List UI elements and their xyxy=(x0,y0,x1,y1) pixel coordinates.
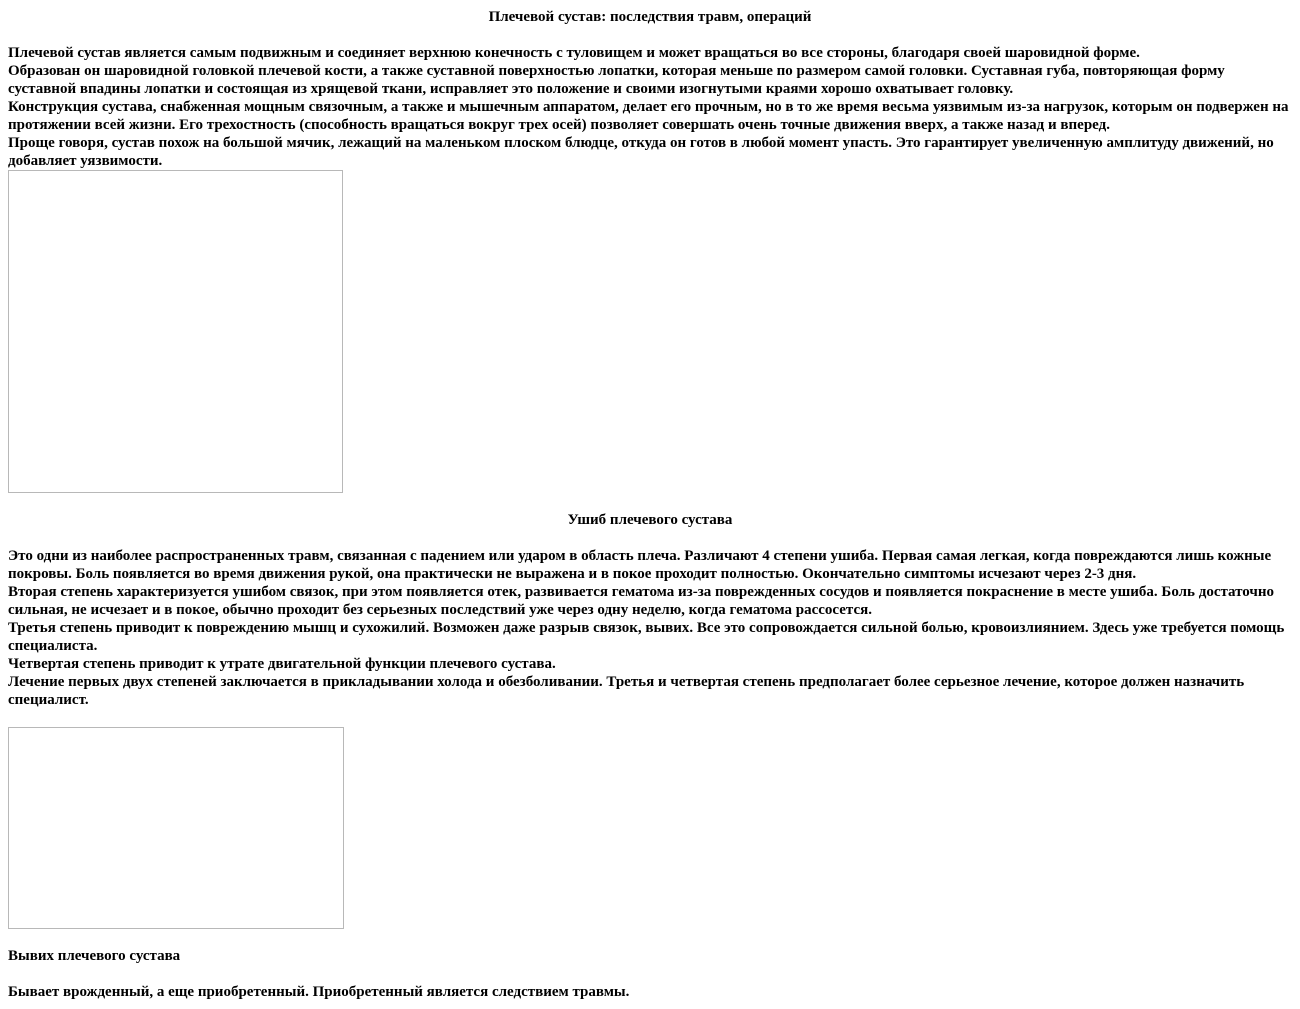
bruise-paragraph-3: Третья степень приводит к повреждению мышц и сухожилий. Возможен даже разрыв связок, вывих. Все это сопровождается сильной болью, кровоизлиянием. Здесь уже требуется помощь специалиста. xyxy=(8,620,1285,654)
intro-paragraph-3: Конструкция сустава, снабженная мощным связочным, а также и мышечным аппаратом, делает его прочным, но в то же время весьма уязвимым из-за нагрузок, которым он подвержен на протяжении всей жизни. Его трехостность (способность вращаться вокруг трех осей) позволяет совершать очень точные движения вверх, а также назад и вперед. xyxy=(8,99,1289,133)
intro-paragraph-2: Образован он шаровидной головкой плечевой кости, а также суставной поверхностью лопатки, которая меньше по размером самой головки. Суставная губа, повторяющая форму суставной впадины лопатки и состоящая из хрящевой ткани, исправляет это положение и своими изогнутыми краями хорошо охватывает головку. xyxy=(8,63,1225,97)
dislocation-paragraph-1: Бывает врожденный, а еще приобретенный. Приобретенный является следствием травмы. xyxy=(8,984,630,1000)
bruise-paragraph-5: Лечение первых двух степеней заключается в прикладывании холода и обезболивании. Третья и четвертая степень предполагает более серьезное лечение, которое должен назначить специалист. xyxy=(8,674,1245,708)
section-heading-bruise: Ушиб плечевого сустава xyxy=(567,512,733,528)
page-title: Плечевой сустав: последствия травм, операций xyxy=(488,9,812,25)
intro-paragraph-4: Проще говоря, сустав похож на большой мячик, лежащий на маленьком плоском блюдце, откуда он готов в любой момент упасть. Это гарантирует увеличенную амплитуду движений, но добавляет уязвимости. xyxy=(8,135,1274,169)
dislocation-section-text xyxy=(8,983,1292,1001)
bruise-paragraph-1: Это одни из наиболее распространенных травм, связанная с падением или ударом в область плеча. Различают 4 степени ушиба. Первая самая легкая, когда повреждаются лишь кожные покровы. Боль появляется во время движения рукой, она практически не выражена и в покое проходит полностью. Окончательно симптомы исчезают через 2-3 дня. xyxy=(8,548,1272,582)
intro-text xyxy=(8,44,1292,170)
bruise-image-placeholder xyxy=(8,727,344,929)
section-heading-dislocation: Вывих плечевого сустава xyxy=(8,948,181,964)
bruise-paragraph-4: Четвертая степень приводит к утрате двигательной функции плечевого сустава. xyxy=(8,656,556,672)
bruise-paragraph-2: Вторая степень характеризуется ушибом связок, при этом появляется отек, развивается гематома из-за поврежденных сосудов и появляется покраснение в месте ушиба. Боль достаточно сильная, не исчезает и в покое, обычно проходит без серьезных последствий уже через одну неделю, когда гематома рассосется. xyxy=(8,584,1275,618)
shoulder-joint-image-placeholder xyxy=(8,170,343,493)
bruise-section-text xyxy=(8,547,1292,709)
intro-paragraph-1: Плечевой сустав является самым подвижным и соединяет верхнюю конечность с туловищем и может вращаться во все стороны, благодаря своей шаровидной форме. xyxy=(8,45,1140,61)
